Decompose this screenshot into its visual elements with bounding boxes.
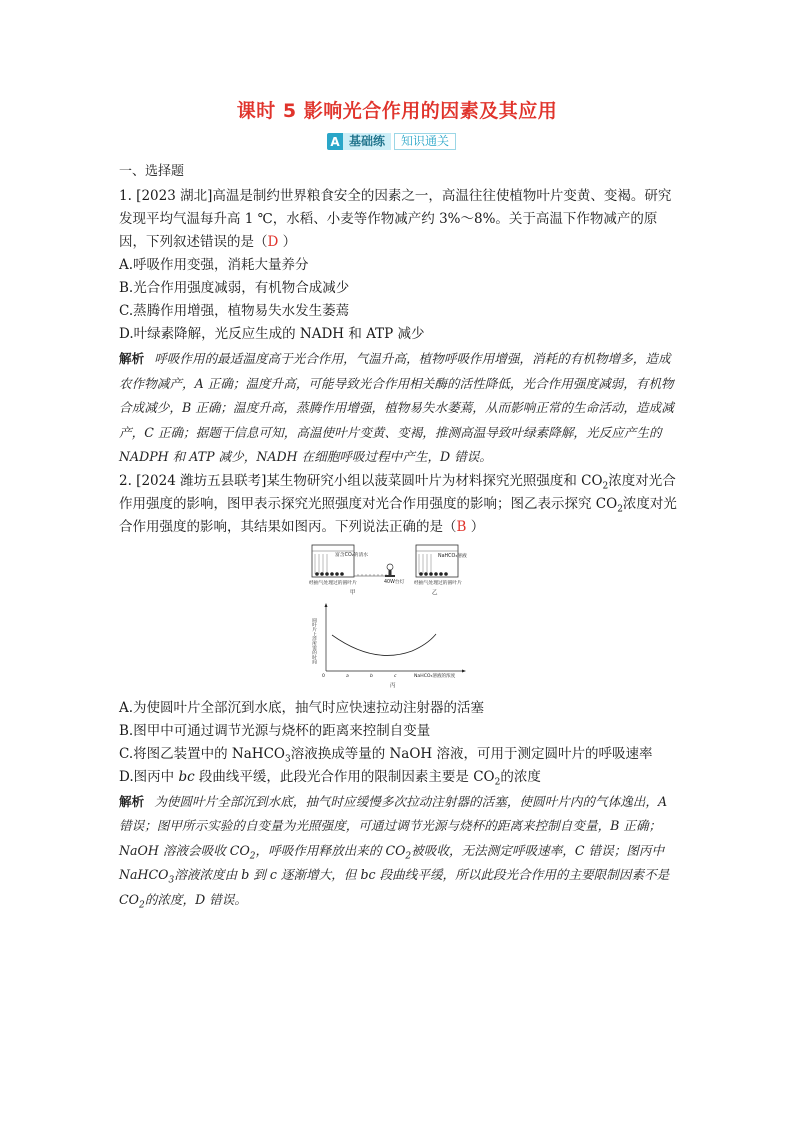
q2-expl-1: 为使圆叶片全部沉到水底，抽气时应缓慢多次拉动注射器的活塞，使圆叶片内的气体逸出，A 错误；图甲所示实验的自变量为光照强度，可通过调节光源与烧杯的距离来控制自变量，B 正确；NaOH 溶液会吸收 CO bbox=[119, 793, 668, 858]
question-2-stem bbox=[119, 470, 679, 539]
section-heading: 一、选择题 bbox=[119, 164, 185, 179]
q1-option-d: D.叶绿素降解，光反应生成的 NADH 和 ATP 减少 bbox=[119, 326, 425, 342]
badge-label-knowledge: 知识通关 bbox=[394, 133, 456, 150]
sub-3: 3 bbox=[168, 875, 175, 886]
q2-option-d-bc: bc bbox=[178, 768, 195, 785]
q1-stem-end: ） bbox=[278, 234, 297, 250]
y-axis-label: 圆叶片上浮所需的时间 bbox=[311, 617, 317, 664]
q2-expl-2: ，呼吸作用释放出来的 CO bbox=[255, 842, 406, 858]
q2-option-d-b: 段曲线平缓，此段光合作用的限制因素主要是 CO bbox=[194, 768, 495, 785]
q1-answer: D bbox=[267, 234, 279, 250]
question-1-stem bbox=[119, 185, 679, 254]
q2-explanation bbox=[119, 790, 679, 913]
q2-option-c-a: C.将图乙装置中的 NaHCO bbox=[119, 745, 285, 762]
q2-option-d-a: D.图丙中 bbox=[119, 768, 179, 785]
sub-2: 2 bbox=[405, 851, 412, 862]
beaker-jia bbox=[312, 545, 368, 577]
sub-2: 2 bbox=[138, 900, 145, 911]
q2-stem-a: 2. [2024 潍坊五县联考]某生物研究小组以菠菜圆叶片为材料探究光照强度和 CO bbox=[119, 472, 603, 489]
sub-2: 2 bbox=[249, 851, 256, 862]
graph-bing bbox=[312, 603, 467, 689]
x-tick-a: a bbox=[346, 673, 349, 679]
q2-expl-3: 被吸收，无法测定呼吸速率，C 错误；图丙中 NaHCO bbox=[119, 842, 665, 882]
q1-expl-tag: 解析 bbox=[119, 351, 145, 366]
q1-option-b: B.光合作用强度减弱，有机物合成减少 bbox=[119, 280, 350, 296]
q2-answer: B bbox=[456, 518, 467, 535]
q2-option-d bbox=[119, 766, 679, 789]
q1-expl-text: 呼吸作用的最适温度高于光合作用，气温升高，植物呼吸作用增强，消耗的有机物增多，造成农作物减产，A 正确；温度升高，可能导致光合作用相关酶的活性降低，光合作用强度减弱，有机物合成减少，B 正确；温度升高，蒸腾作用增强，植物易失水萎蔫，从而影响正常的生命活动，造成减产，C 正确；据题干信息可知，高温使叶片变黄、变褐，推测高温导致叶绿素降解，光反应产生的 NADPH 和 ATP 减少，NADH 在细胞呼吸过程中产生，D 错误。 bbox=[119, 351, 674, 464]
q1-explanation bbox=[119, 347, 679, 470]
fig-label-yi: 乙 bbox=[432, 589, 438, 596]
q2-option-c bbox=[119, 743, 679, 766]
badge-letter: A bbox=[327, 133, 343, 150]
q2-expl-5: 的浓度，D 错误。 bbox=[144, 891, 247, 907]
q1-option-a: A.呼吸作用变强，消耗大量养分 bbox=[119, 257, 309, 273]
experiment-figure bbox=[304, 543, 494, 693]
leaf-label-jia: 经抽气处理过的圆叶片 bbox=[309, 580, 357, 586]
level-badge bbox=[327, 133, 456, 150]
q2-option-c-b: 溶液换成等量的 NaOH 溶液，可用于测定圆叶片的呼吸速率 bbox=[290, 745, 653, 762]
sub-2: 2 bbox=[494, 777, 501, 788]
q2-stem-b: 浓度对光合作用强度的影响，图甲表示探究光照强度对光合作用强度的影响；图乙表示探究 CO bbox=[119, 472, 676, 512]
x-tick-c: c bbox=[394, 673, 397, 679]
beaker-yi bbox=[416, 545, 467, 577]
q2-option-d-c: 的浓度 bbox=[500, 768, 541, 785]
badge-label-basic: 基础练 bbox=[343, 133, 391, 150]
beaker-jia-label: 富含CO₂的清水 bbox=[335, 552, 369, 558]
page-title: 课时 5 影响光合作用的因素及其应用 bbox=[236, 100, 558, 122]
q1-option-c: C.蒸腾作用增强，植物易失水发生萎蔫 bbox=[119, 303, 350, 319]
content bbox=[119, 160, 679, 912]
q2-option-b: B.图甲中可通过调节光源与烧杯的距离来控制自变量 bbox=[119, 722, 431, 739]
fig-label-jia: 甲 bbox=[350, 589, 356, 596]
fig-label-bing: 丙 bbox=[390, 682, 396, 689]
q1-stem-text: 1. [2023 湖北]高温是制约世界粮食安全的因素之一，高温往往使植物叶片变黄、变褐。研究发现平均气温每升高 1 ℃，水稻、小麦等作物减产约 3%～8%。关于高温下作物减产的原因，下列叙述错误的是（ bbox=[119, 188, 672, 250]
sub-2: 2 bbox=[602, 481, 609, 492]
q2-option-a: A.为使圆叶片全部沉到水底，抽气时应快速拉动注射器的活塞 bbox=[119, 699, 485, 716]
q2-expl-tag: 解析 bbox=[119, 793, 145, 809]
q2-expl-4: 溶液浓度由 b 到 c 逐渐增大，但 bc 段曲线平缓，所以此段光合作用的主要限制因素不是 CO bbox=[119, 867, 670, 907]
lamp-label: 40W台灯 bbox=[384, 579, 405, 585]
sub-2: 2 bbox=[617, 504, 623, 515]
q2-stem-c: 浓度对光合作用强度的影响，其结果如图丙。下列说法正确的是（ bbox=[119, 495, 677, 535]
leaf-label-yi: 经抽气处理过的圆叶片 bbox=[414, 580, 462, 586]
beaker-yi-label: NaHCO₃溶液 bbox=[438, 553, 467, 559]
sub-3: 3 bbox=[284, 754, 291, 765]
x-origin: 0 bbox=[322, 673, 325, 679]
x-tick-b: b bbox=[370, 673, 373, 679]
lamp-icon bbox=[385, 564, 395, 577]
q2-stem-end: ） bbox=[466, 518, 485, 535]
x-axis-label: NaHCO₃溶液的浓度 bbox=[414, 673, 456, 679]
